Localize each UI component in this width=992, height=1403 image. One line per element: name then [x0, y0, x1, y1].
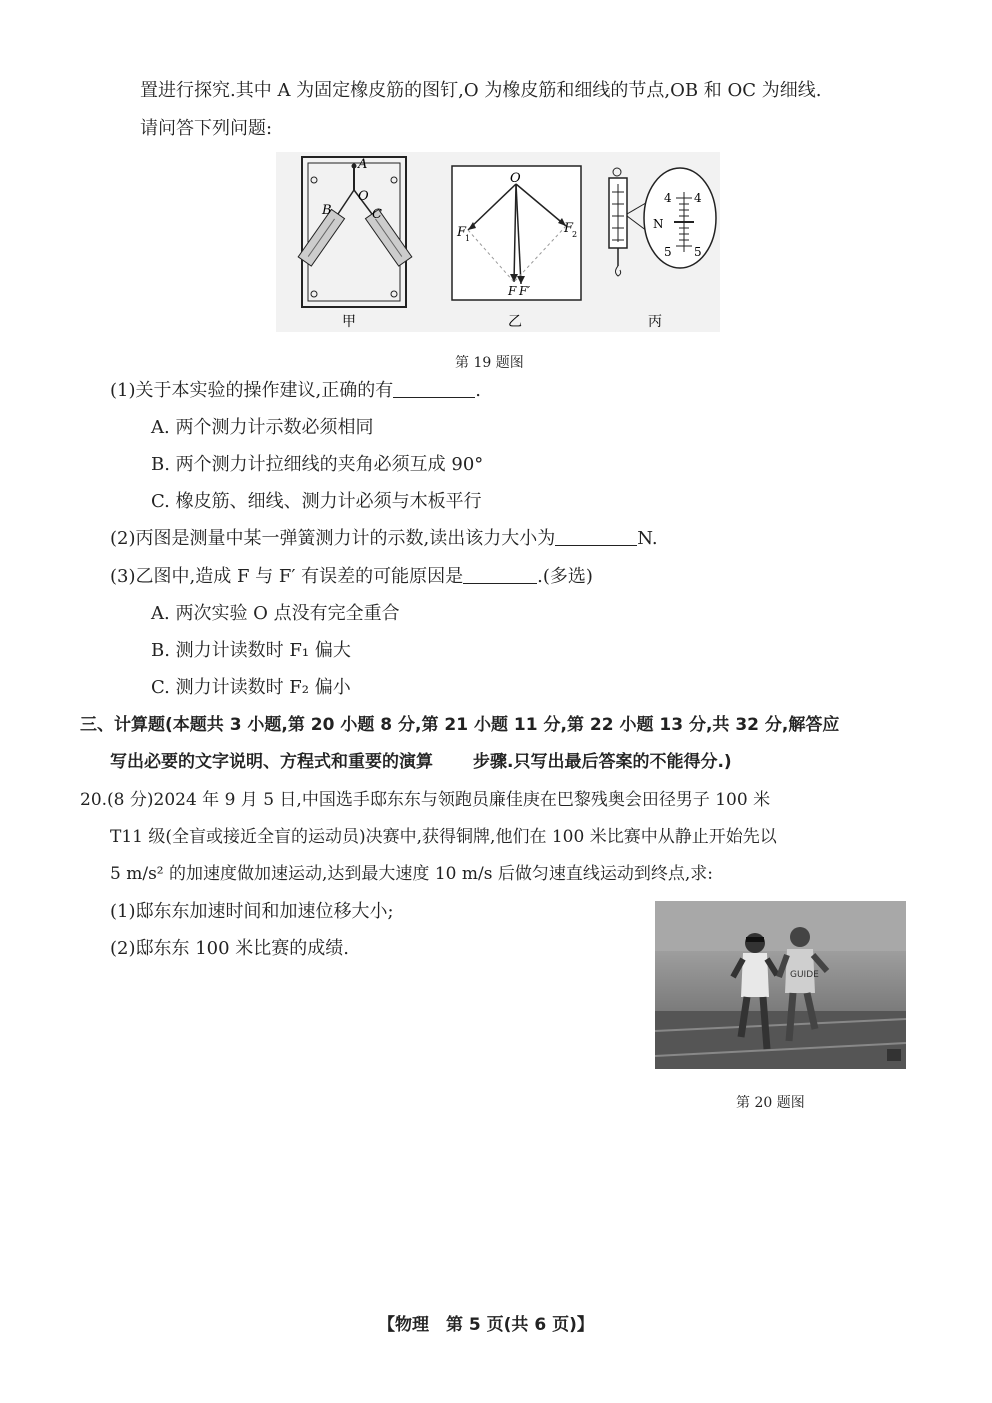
yi-label-f1-sub: 1: [465, 234, 471, 243]
q3-option-a: A. 两次实验 O 点没有完全重合: [151, 603, 400, 624]
section-3-heading-part-b: 步骤.只写出最后答案的不能得分.): [473, 752, 732, 772]
intro-line-2: 请问答下列问题:: [140, 118, 273, 139]
q1-option-b: B. 两个测力计拉细线的夹角必须互成 90°: [151, 454, 484, 475]
bing-unit-n: N: [653, 217, 664, 231]
yi-label-f1: F: [457, 225, 467, 240]
q2-stem-end: N.: [637, 528, 658, 549]
figure-19-caption: 第 19 题图: [455, 355, 524, 371]
q20-photo: [655, 901, 906, 1069]
q1-stem-text: (1)关于本实验的操作建议,正确的有: [110, 380, 394, 401]
jia-label-a: A: [358, 157, 368, 172]
q3-option-c: C. 测力计读数时 F₂ 偏小: [151, 677, 351, 698]
q2-stem: [110, 527, 658, 551]
q3-answer-blank[interactable]: [463, 565, 537, 584]
q3-option-b: B. 测力计读数时 F₁ 偏大: [151, 640, 351, 661]
yi-label-f2-sub: 2: [572, 230, 578, 239]
panel-label-yi: 乙: [508, 314, 522, 330]
bing-tick-5-left: 5: [664, 245, 672, 259]
q20-line-1: 20.(8 分)2024 年 9 月 5 日,中国选手邸东东与领跑员廉佳庚在巴黎残奥会田径男子 100 米: [80, 790, 771, 810]
q3-stem: [110, 565, 593, 589]
section-3-heading-line-2: [110, 750, 732, 774]
bing-tick-4-right: 4: [694, 191, 702, 205]
q1-option-a: A. 两个测力计示数必须相同: [151, 417, 374, 438]
q1-stem-end: .: [475, 380, 481, 401]
panel-label-jia: 甲: [342, 314, 356, 330]
jia-label-b: B: [322, 203, 332, 218]
yi-label-fprime: F′: [519, 284, 531, 298]
q1-option-c: C. 橡皮筋、细线、测力计必须与木板平行: [151, 491, 482, 512]
q20-line-2: T11 级(全盲或接近全盲的运动员)决赛中,获得铜牌,他们在 100 米比赛中从静止开始先以: [110, 827, 777, 847]
q20-sub-2: (2)邸东东 100 米比赛的成绩.: [110, 938, 350, 959]
q2-answer-blank[interactable]: [555, 527, 637, 546]
bing-tick-4-left: 4: [664, 191, 672, 205]
q1-answer-blank[interactable]: [393, 379, 475, 398]
jia-label-c: C: [372, 207, 382, 222]
bing-tick-5-right: 5: [694, 245, 702, 259]
intro-line-1: 置进行探究.其中 A 为固定橡皮筋的图钉,O 为橡皮筋和细线的节点,OB 和 OC 为细线.: [140, 80, 822, 101]
q1-stem: [110, 379, 481, 403]
page-footer: 【物理 第 5 页(共 6 页)】: [378, 1315, 594, 1335]
yi-label-o: O: [510, 171, 521, 186]
yi-label-f2: F: [564, 221, 574, 236]
jia-label-o: O: [358, 189, 369, 204]
guide-bib-text: GUIDE: [790, 970, 819, 980]
q20-sub-1: (1)邸东东加速时间和加速位移大小;: [110, 901, 394, 922]
section-3-heading-part-a: 写出必要的文字说明、方程式和重要的演算: [110, 752, 433, 772]
figure-20-caption: 第 20 题图: [736, 1095, 805, 1111]
q2-stem-text: (2)丙图是测量中某一弹簧测力计的示数,读出该力大小为: [110, 528, 556, 549]
section-3-heading-line-1: 三、计算题(本题共 3 小题,第 20 小题 8 分,第 21 小题 11 分,第 22 小题 13 分,共 32 分,解答应: [80, 715, 840, 735]
panel-label-bing: 丙: [648, 314, 662, 330]
q20-line-3: 5 m/s² 的加速度做加速运动,达到最大速度 10 m/s 后做匀速直线运动到终点,求:: [110, 864, 713, 884]
q3-stem-end: .(多选): [537, 566, 593, 587]
figure-19: [276, 152, 720, 332]
q3-stem-text: (3)乙图中,造成 F 与 F′ 有误差的可能原因是: [110, 566, 464, 587]
yi-label-f: F: [508, 284, 517, 298]
